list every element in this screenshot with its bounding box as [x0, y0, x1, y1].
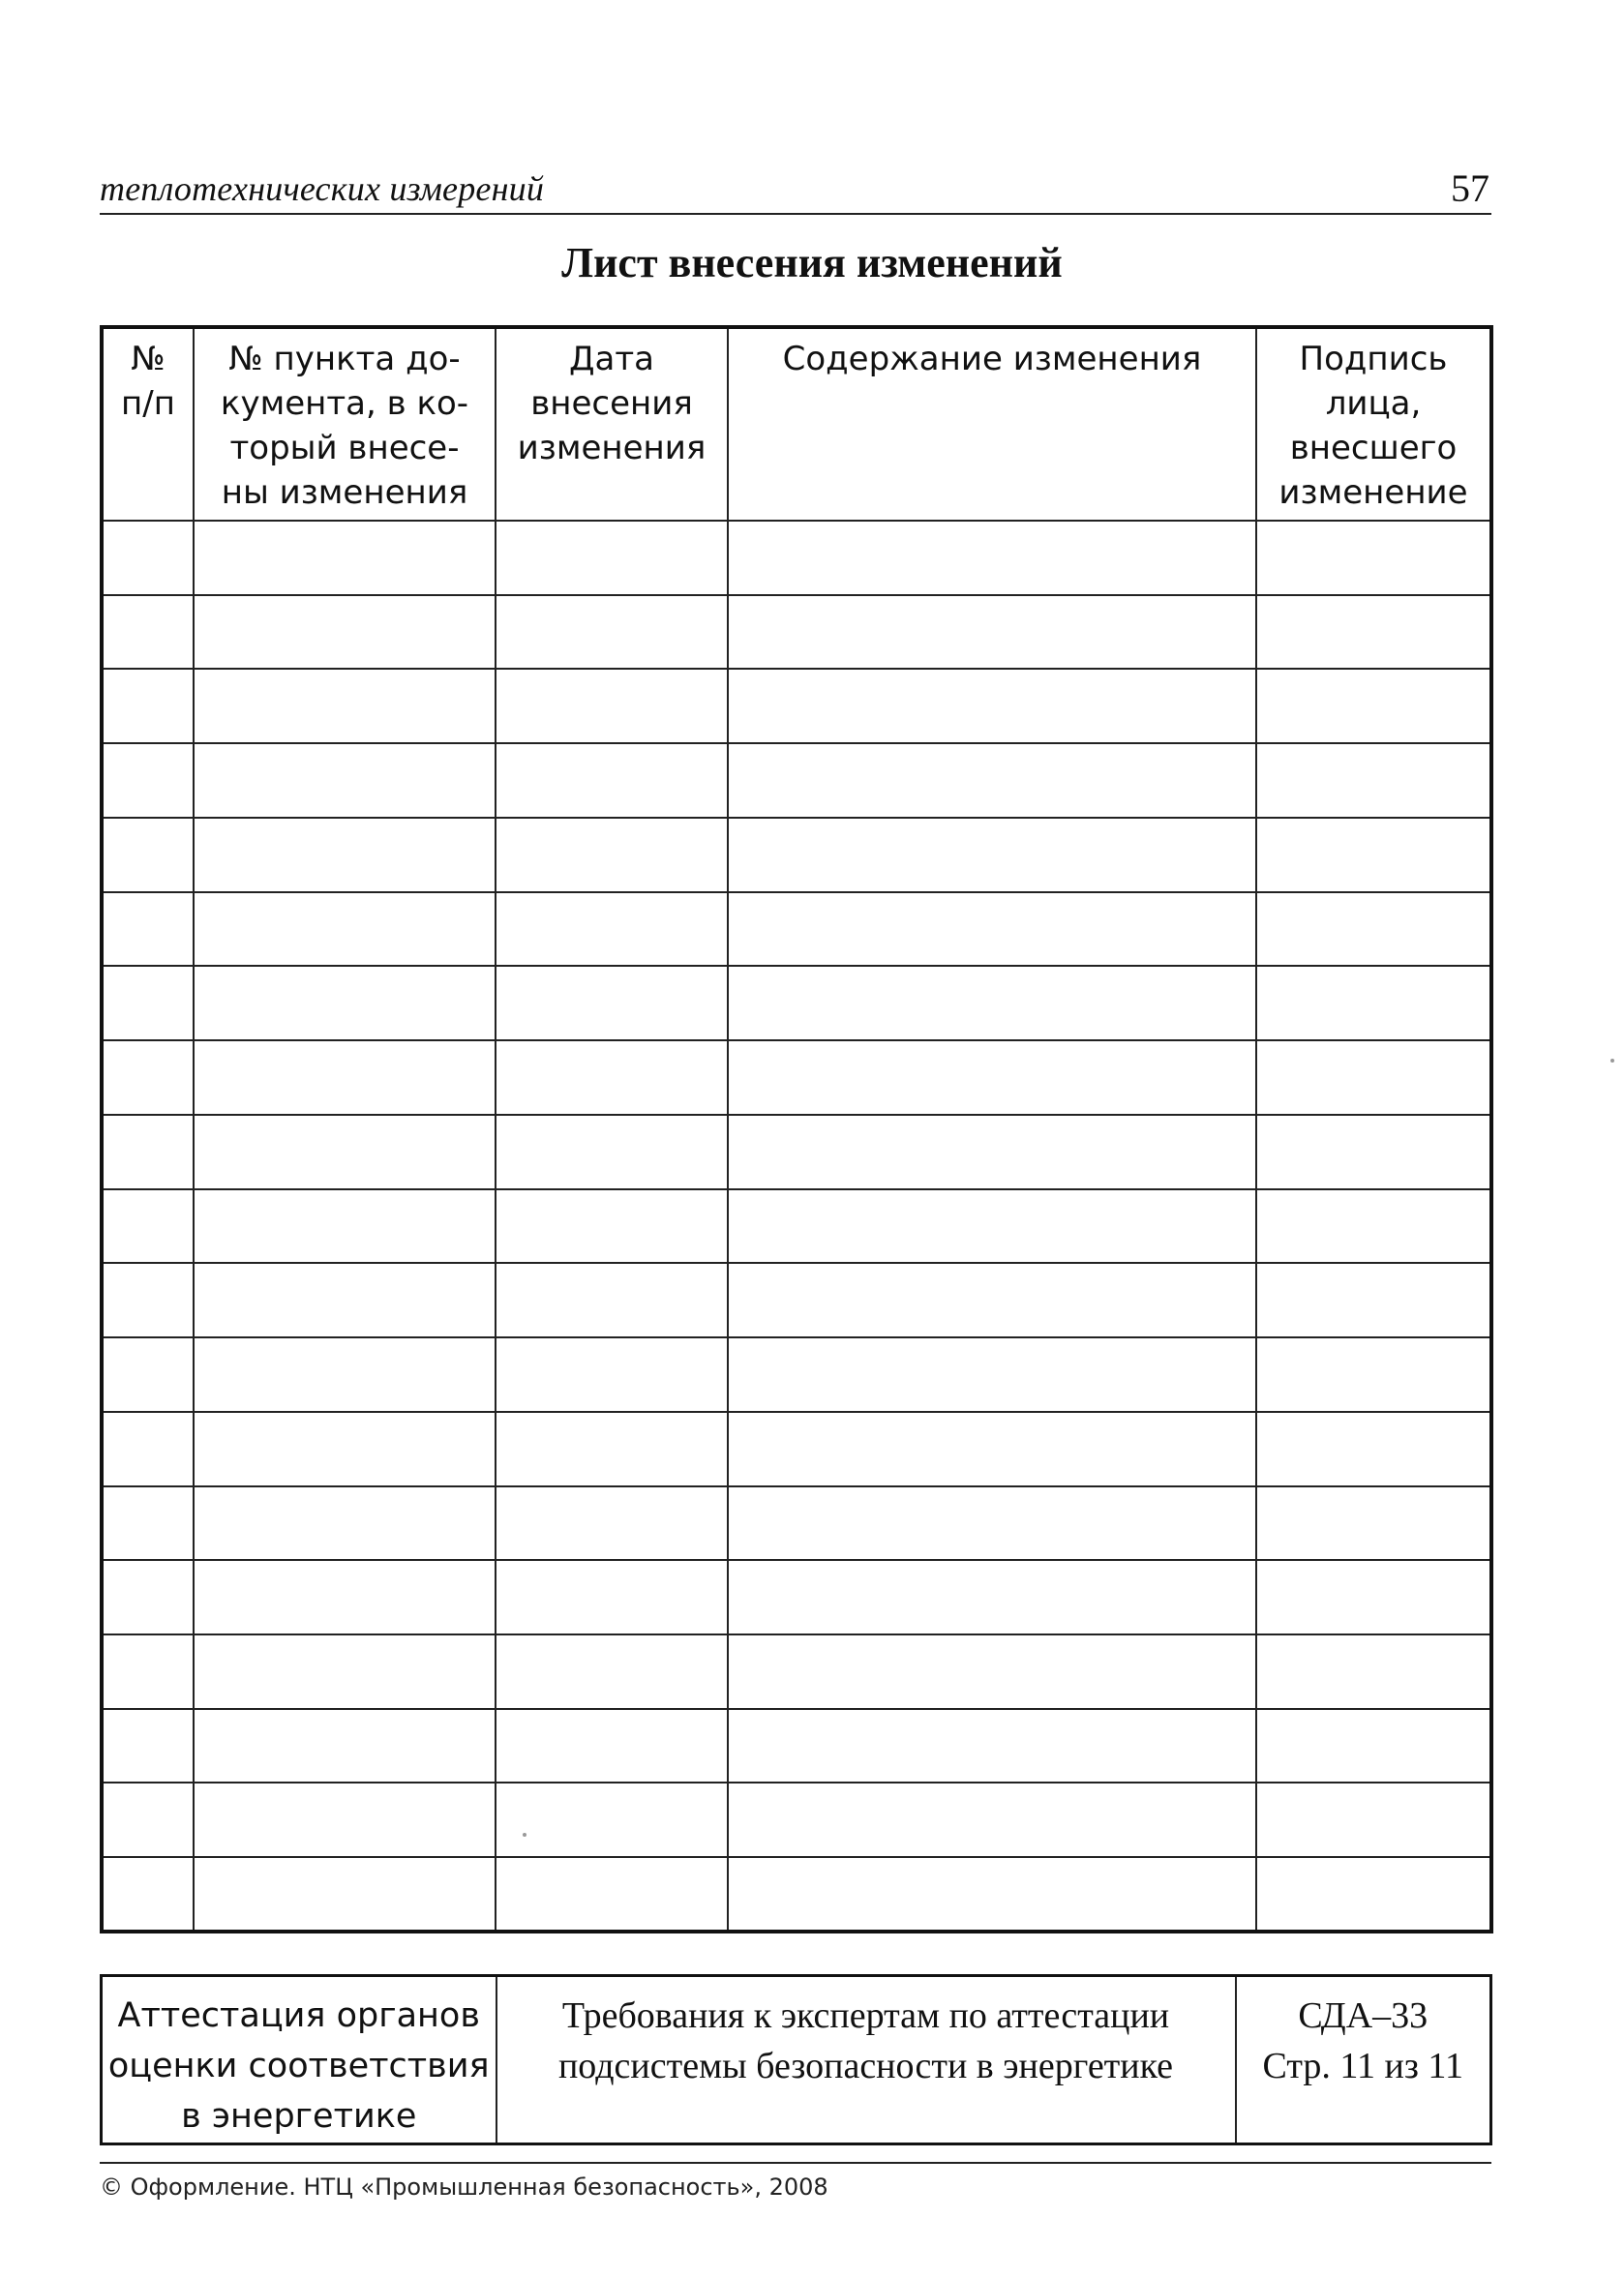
- table-cell: [728, 743, 1256, 818]
- table-cell: [728, 1115, 1256, 1189]
- table-cell: [728, 1040, 1256, 1115]
- table-cell: [194, 1560, 496, 1634]
- page-number: 57: [1451, 166, 1489, 210]
- table-cell: [1256, 1709, 1491, 1783]
- table-cell: [728, 1189, 1256, 1264]
- table-cell: [102, 818, 194, 892]
- table-cell: [496, 1783, 728, 1857]
- table-row: [102, 1040, 1491, 1115]
- document-code: СДА–33: [1298, 1995, 1429, 2036]
- table-cell: [194, 1709, 496, 1783]
- table-cell: [102, 1783, 194, 1857]
- table-cell: [728, 1263, 1256, 1337]
- scan-speck: [1610, 1059, 1614, 1063]
- table-header-row: [102, 327, 1491, 521]
- table-cell: [102, 1486, 194, 1561]
- table-row: [102, 1189, 1491, 1264]
- table-cell: [496, 669, 728, 743]
- table-cell: [102, 1263, 194, 1337]
- table-cell: [194, 1783, 496, 1857]
- table-row: [102, 818, 1491, 892]
- footer-middle-cell: Требования к экспертам по аттестации подсистемы безопасности в энергетике: [496, 1976, 1236, 2144]
- table-cell: [496, 1115, 728, 1189]
- table-cell: [496, 1709, 728, 1783]
- table-row: [102, 669, 1491, 743]
- table-row: [102, 892, 1491, 967]
- table-cell: [102, 1560, 194, 1634]
- changes-table: [100, 325, 1493, 1933]
- table-cell: [194, 966, 496, 1040]
- table-cell: [496, 521, 728, 595]
- table-cell: [102, 966, 194, 1040]
- table-cell: [728, 521, 1256, 595]
- table-cell: [102, 1634, 194, 1709]
- table-cell: [102, 1709, 194, 1783]
- page-count: Стр. 11 из 11: [1262, 2046, 1463, 2086]
- table-cell: [194, 818, 496, 892]
- column-header-number: № п/п: [102, 327, 194, 521]
- scan-speck: [523, 1833, 526, 1837]
- document-footer-block: [100, 1974, 1492, 2145]
- column-header-clause: № пункта до- кумента, в ко- торый внесе- ны изменения: [194, 327, 496, 521]
- table-row: [102, 966, 1491, 1040]
- table-cell: [194, 1857, 496, 1932]
- table-cell: [102, 1412, 194, 1486]
- table-row: [102, 1115, 1491, 1189]
- table-cell: [194, 1486, 496, 1561]
- table-cell: [102, 1040, 194, 1115]
- table-cell: [496, 743, 728, 818]
- table-cell: [102, 743, 194, 818]
- table-row: [102, 1412, 1491, 1486]
- table-cell: [1256, 669, 1491, 743]
- table-cell: [194, 743, 496, 818]
- table-cell: [496, 1263, 728, 1337]
- table-cell: [496, 1189, 728, 1264]
- table-cell: [496, 1560, 728, 1634]
- running-header: [100, 163, 1491, 215]
- table-row: [102, 1783, 1491, 1857]
- table-cell: [728, 1412, 1256, 1486]
- table-cell: [728, 595, 1256, 670]
- table-cell: [194, 1634, 496, 1709]
- table-cell: [194, 1115, 496, 1189]
- table-cell: [496, 818, 728, 892]
- table-row: [102, 1560, 1491, 1634]
- table-cell: [496, 595, 728, 670]
- footer-right-cell: [1236, 1976, 1491, 2144]
- copyright-notice: © Оформление. НТЦ «Промышленная безопасность», 2008: [100, 2173, 828, 2201]
- table-cell: [1256, 1040, 1491, 1115]
- table-row: [102, 1634, 1491, 1709]
- table-cell: [496, 1634, 728, 1709]
- table-cell: [496, 1486, 728, 1561]
- table-cell: [102, 521, 194, 595]
- table-cell: [1256, 595, 1491, 670]
- table-cell: [1256, 521, 1491, 595]
- table-cell: [496, 892, 728, 967]
- table-cell: [194, 521, 496, 595]
- table-row: [102, 743, 1491, 818]
- table-cell: [728, 1634, 1256, 1709]
- table-cell: [1256, 1115, 1491, 1189]
- table-cell: [102, 1189, 194, 1264]
- table-cell: [1256, 1560, 1491, 1634]
- table-cell: [1256, 1486, 1491, 1561]
- table-cell: [728, 669, 1256, 743]
- table-cell: [728, 1783, 1256, 1857]
- table-cell: [1256, 1337, 1491, 1412]
- table-cell: [102, 1337, 194, 1412]
- table-cell: [728, 1337, 1256, 1412]
- table-cell: [728, 1709, 1256, 1783]
- page-title: Лист внесения изменений: [561, 239, 1063, 286]
- table-cell: [194, 1189, 496, 1264]
- table-cell: [1256, 1412, 1491, 1486]
- column-header-content: Содержание изменения: [728, 327, 1256, 521]
- table-cell: [496, 1857, 728, 1932]
- table-cell: [194, 1263, 496, 1337]
- table-cell: [1256, 1189, 1491, 1264]
- table-cell: [728, 1486, 1256, 1561]
- table-cell: [496, 1337, 728, 1412]
- column-header-date: Дата внесения изменения: [496, 327, 728, 521]
- table-cell: [1256, 1634, 1491, 1709]
- table-cell: [728, 1560, 1256, 1634]
- column-header-signature: Подпись лица, внесшего изменение: [1256, 327, 1491, 521]
- table-cell: [102, 669, 194, 743]
- table-cell: [1256, 818, 1491, 892]
- table-cell: [194, 595, 496, 670]
- table-row: [102, 1263, 1491, 1337]
- table-cell: [102, 595, 194, 670]
- table-cell: [728, 818, 1256, 892]
- table-cell: [496, 1040, 728, 1115]
- table-cell: [1256, 892, 1491, 967]
- table-row: [102, 1709, 1491, 1783]
- table-cell: [496, 966, 728, 1040]
- table-cell: [496, 1412, 728, 1486]
- table-cell: [102, 892, 194, 967]
- running-title: теплотехнических измерений: [100, 169, 545, 208]
- table-body: [102, 521, 1491, 1932]
- table-cell: [102, 1857, 194, 1932]
- table-cell: [728, 966, 1256, 1040]
- table-row: [102, 595, 1491, 670]
- table-cell: [1256, 966, 1491, 1040]
- table-cell: [194, 1412, 496, 1486]
- table-row: [102, 1857, 1491, 1932]
- table-cell: [194, 892, 496, 967]
- table-cell: [194, 1040, 496, 1115]
- table-row: [102, 521, 1491, 595]
- table-cell: [1256, 1783, 1491, 1857]
- footer-left-cell: Аттестация органов оценки соответствия в энергетике: [102, 1976, 496, 2144]
- table-row: [102, 1486, 1491, 1561]
- table-cell: [728, 892, 1256, 967]
- bottom-divider: [100, 2162, 1491, 2164]
- table-cell: [102, 1115, 194, 1189]
- table-cell: [1256, 1263, 1491, 1337]
- table-cell: [194, 1337, 496, 1412]
- table-cell: [1256, 1857, 1491, 1932]
- table-cell: [728, 1857, 1256, 1932]
- table-cell: [1256, 743, 1491, 818]
- table-cell: [194, 669, 496, 743]
- table-row: [102, 1337, 1491, 1412]
